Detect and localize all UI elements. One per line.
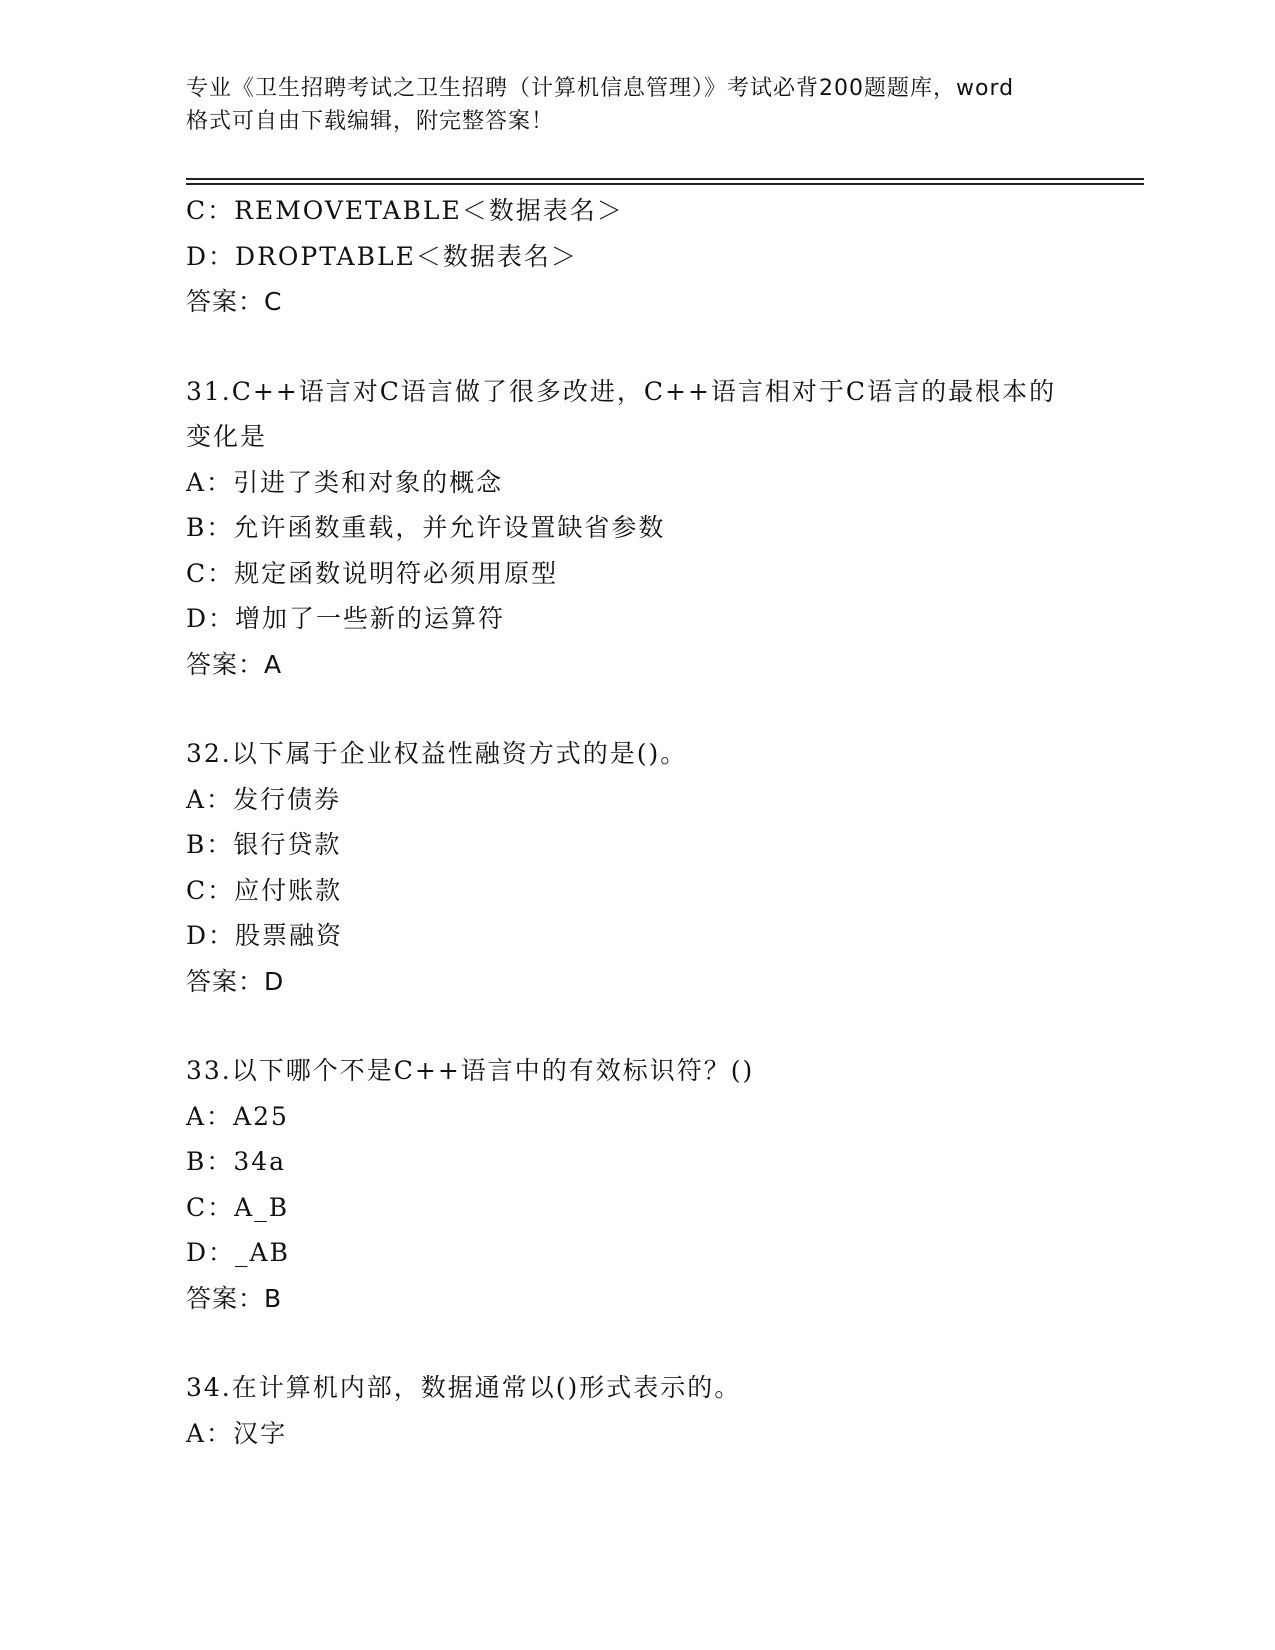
option-c bbox=[186, 551, 1086, 597]
option-text: 允许函数重载，并允许设置缺省参数 bbox=[233, 513, 666, 542]
header-divider-top bbox=[186, 178, 1144, 180]
document-header bbox=[186, 72, 1086, 138]
option-label: C： bbox=[186, 1192, 235, 1222]
answer-line: 答案：C bbox=[186, 287, 283, 316]
option-label: C： bbox=[186, 196, 235, 225]
option-label: A： bbox=[186, 1418, 234, 1448]
option-text: 发行债券 bbox=[233, 784, 342, 814]
option-text: 规定函数说明符必须用原型 bbox=[234, 558, 559, 588]
option-text: 股票融资 bbox=[235, 921, 344, 950]
option-text: A25 bbox=[233, 1101, 289, 1131]
option-text: REMOVETABLE＜数据表名＞ bbox=[234, 196, 624, 225]
option-label: D： bbox=[186, 1238, 236, 1267]
question-stem: 33.以下哪个不是C++语言中的有效标识符？() bbox=[186, 1056, 755, 1085]
option-a bbox=[186, 460, 1086, 506]
option-d bbox=[186, 913, 1086, 959]
option-label: A： bbox=[186, 467, 234, 497]
question-34 bbox=[186, 1365, 1086, 1456]
option-label: B： bbox=[186, 513, 234, 542]
option-text: A_B bbox=[234, 1192, 290, 1222]
option-label: D： bbox=[186, 604, 236, 633]
answer-line: 答案：B bbox=[186, 1283, 283, 1313]
option-label: C： bbox=[186, 875, 235, 905]
spacer bbox=[186, 1321, 1086, 1365]
option-a bbox=[186, 777, 1086, 823]
option-b bbox=[186, 822, 1086, 868]
document-body bbox=[186, 188, 1086, 1456]
option-a bbox=[186, 1094, 1086, 1140]
option-c bbox=[186, 1185, 1086, 1231]
option-b bbox=[186, 1139, 1086, 1185]
spacer bbox=[186, 687, 1086, 731]
option-label: A： bbox=[186, 1101, 234, 1131]
option-text: DROPTABLE＜数据表名＞ bbox=[235, 241, 578, 271]
option-text: 银行贷款 bbox=[233, 830, 342, 859]
option-label: A： bbox=[186, 784, 234, 814]
option-text: 汉字 bbox=[233, 1418, 288, 1448]
option-c bbox=[186, 868, 1086, 914]
carryover-block bbox=[186, 188, 1086, 325]
option-text: 34a bbox=[233, 1147, 287, 1176]
question-32 bbox=[186, 731, 1086, 1004]
option-label: C： bbox=[186, 558, 235, 588]
option-b bbox=[186, 505, 1086, 551]
option-d bbox=[186, 596, 1086, 642]
question-stem: 32.以下属于企业权益性融资方式的是()。 bbox=[186, 739, 688, 768]
question-stem: 31.C++语言对C语言做了很多改进，C++语言相对于C语言的最根本的 bbox=[186, 376, 1057, 406]
header-line-2: 格式可自由下载编辑，附完整答案！ bbox=[186, 109, 555, 134]
question-stem-continued: 变化是 bbox=[186, 422, 268, 451]
answer-line: 答案：A bbox=[186, 649, 283, 679]
option-d bbox=[186, 1230, 1086, 1276]
header-line-1: 专业《卫生招聘考试之卫生招聘（计算机信息管理）》考试必背200题题库，word bbox=[186, 76, 1015, 101]
option-label: B： bbox=[186, 1147, 234, 1176]
option-text: 应付账款 bbox=[234, 875, 343, 905]
option-label: B： bbox=[186, 830, 234, 859]
header-divider-bottom bbox=[186, 183, 1144, 185]
option-a bbox=[186, 1411, 1086, 1457]
question-stem: 34.在计算机内部，数据通常以()形式表示的。 bbox=[186, 1373, 742, 1402]
spacer bbox=[186, 1004, 1086, 1048]
option-text: _AB bbox=[235, 1238, 290, 1267]
answer-line: 答案：D bbox=[186, 966, 285, 996]
question-33 bbox=[186, 1048, 1086, 1321]
option-label: D： bbox=[186, 241, 236, 271]
option-text: 引进了类和对象的概念 bbox=[233, 467, 504, 497]
spacer bbox=[186, 325, 1086, 369]
option-label: D： bbox=[186, 921, 236, 950]
option-text: 增加了一些新的运算符 bbox=[235, 604, 506, 633]
option-d bbox=[186, 234, 1086, 280]
question-31 bbox=[186, 369, 1086, 688]
option-c bbox=[186, 188, 1086, 234]
